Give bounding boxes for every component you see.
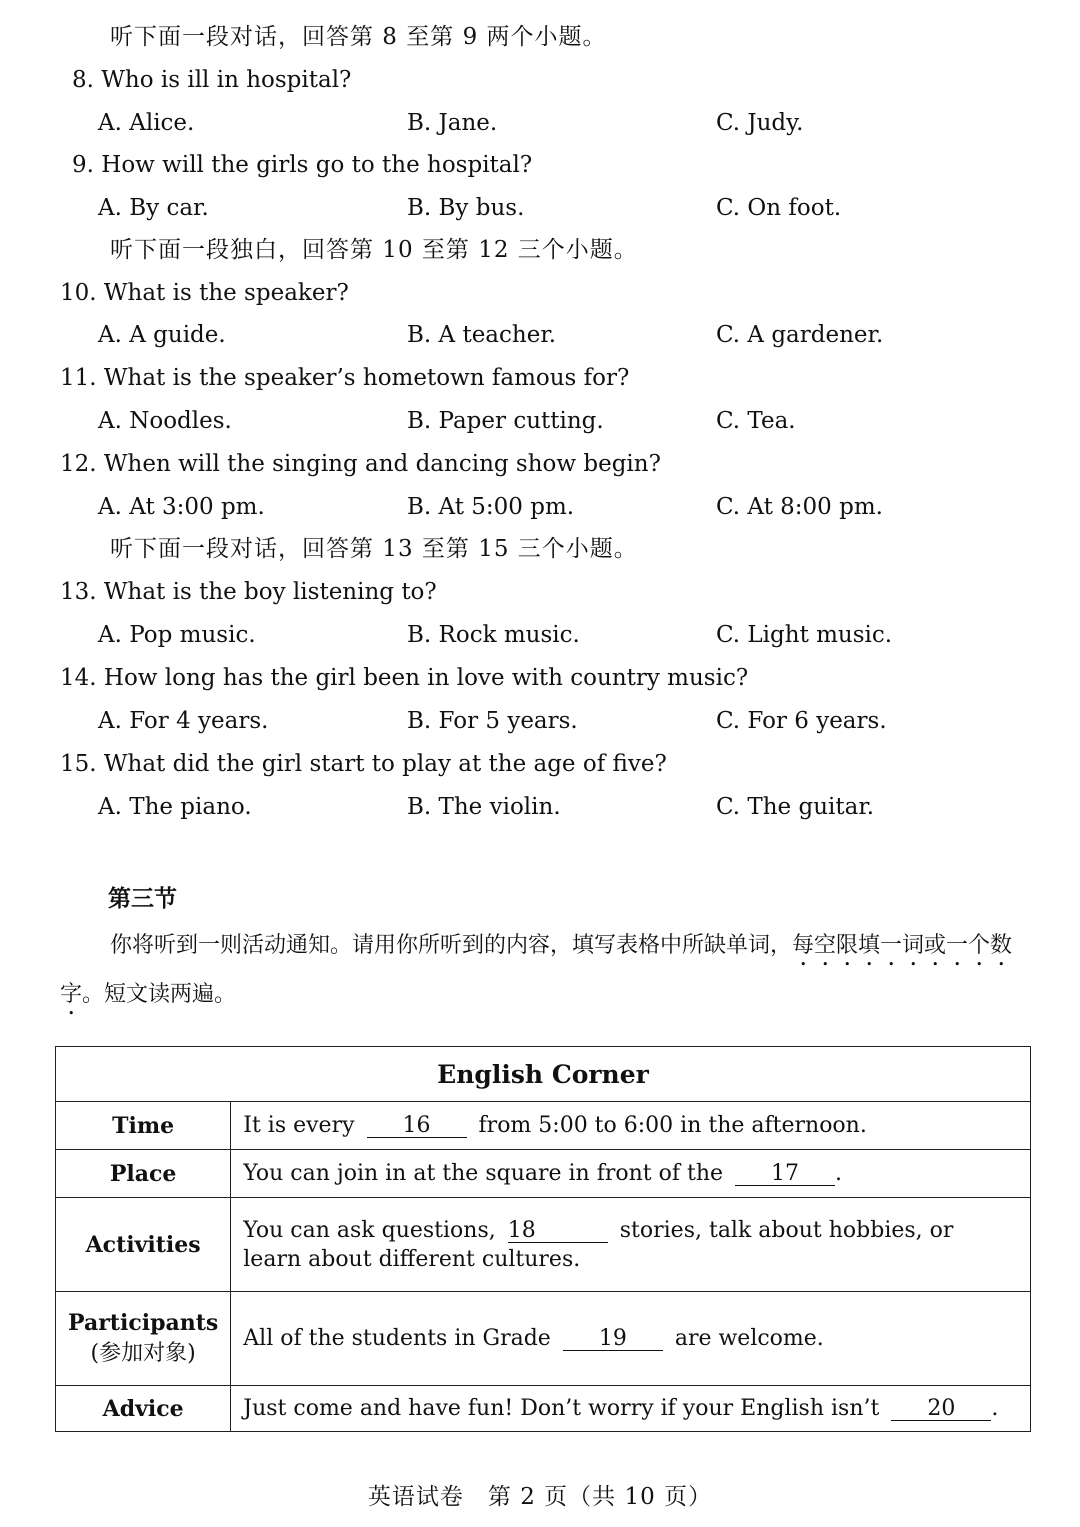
- question-text: 14. How long has the girl been in love with country music?: [60, 665, 749, 691]
- row-label: Participants (参加对象): [56, 1292, 231, 1386]
- row-value: All of the students in Grade 19 are welcome.: [231, 1292, 1031, 1386]
- question-text: 11. What is the speaker’s hometown famous for?: [60, 365, 630, 391]
- table-title: English Corner: [56, 1047, 1031, 1102]
- question-text: 15. What did the girl start to play at the age of five?: [60, 751, 667, 777]
- row-label: Place: [56, 1150, 231, 1198]
- option-b: B. Rock music.: [407, 622, 580, 648]
- option-a: A. The piano.: [98, 794, 252, 820]
- table-row: [56, 1150, 1031, 1198]
- row-label: Activities: [56, 1198, 231, 1292]
- table-row: [56, 1198, 1031, 1292]
- row-value: You can ask questions, 18 stories, talk about hobbies, or learn about different cultures.: [231, 1198, 1031, 1292]
- question-text: 8. Who is ill in hospital?: [72, 67, 352, 93]
- option-a: A. Noodles.: [98, 408, 232, 434]
- blank-field[interactable]: 20: [891, 1398, 991, 1421]
- option-c: C. For 6 years.: [716, 708, 887, 734]
- row-label: Advice: [56, 1386, 231, 1432]
- row-value: You can join in at the square in front of the 17 .: [231, 1150, 1031, 1198]
- option-c: C. At 8:00 pm.: [716, 494, 883, 520]
- section-intro: 听下面一段独白，回答第 10 至第 12 三个小题。: [110, 237, 638, 263]
- english-corner-table: [55, 1046, 1031, 1432]
- option-b: B. A teacher.: [407, 322, 557, 348]
- question-text: 13. What is the boy listening to?: [60, 579, 437, 605]
- option-b: B. By bus.: [407, 195, 525, 221]
- option-a: A. For 4 years.: [98, 708, 269, 734]
- instruction-tail: 。短文读两遍。: [82, 982, 237, 1007]
- option-a: A. By car.: [98, 195, 209, 221]
- row-value: Just come and have fun! Don’t worry if your English isn’t 20 .: [231, 1386, 1031, 1432]
- section-intro: 听下面一段对话，回答第 13 至第 15 三个小题。: [110, 536, 638, 562]
- instruction-emphasis: 每空限填一: [792, 933, 903, 958]
- option-c: C. Judy.: [716, 110, 804, 136]
- row-sublabel: (参加对象): [90, 1341, 196, 1366]
- section-title: 第三节: [108, 885, 177, 912]
- option-a: A. At 3:00 pm.: [98, 494, 265, 520]
- option-c: C. The guitar.: [716, 794, 875, 820]
- instruction-emphasis: 词或一个数字: [60, 933, 1013, 1007]
- option-a: A. Alice.: [98, 110, 195, 136]
- blank-field[interactable]: 17: [735, 1163, 835, 1186]
- table-row: [56, 1102, 1031, 1150]
- option-c: C. Light music.: [716, 622, 893, 648]
- option-b: B. Paper cutting.: [407, 408, 604, 434]
- option-b: B. At 5:00 pm.: [407, 494, 575, 520]
- blank-field[interactable]: 16: [367, 1115, 467, 1138]
- section-intro: 听下面一段对话，回答第 8 至第 9 两个小题。: [110, 24, 607, 50]
- table-row: [56, 1386, 1031, 1432]
- page-footer: 英语试卷 第 2 页（共 10 页）: [367, 1484, 713, 1510]
- row-value: It is every 16 from 5:00 to 6:00 in the afternoon.: [231, 1102, 1031, 1150]
- instruction-text: 你将听到一则活动通知。请用你所听到的内容，填写表格中所缺单词，: [110, 933, 793, 958]
- section-instructions: [60, 922, 1040, 1020]
- blank-field[interactable]: 19: [563, 1328, 663, 1351]
- option-c: C. A gardener.: [716, 322, 884, 348]
- blank-field[interactable]: 18: [508, 1220, 608, 1243]
- option-b: B. For 5 years.: [407, 708, 578, 734]
- option-a: A. A guide.: [98, 322, 226, 348]
- option-b: B. Jane.: [407, 110, 498, 136]
- option-c: C. On foot.: [716, 195, 842, 221]
- question-text: 12. When will the singing and dancing show begin?: [60, 451, 661, 477]
- question-text: 10. What is the speaker?: [60, 280, 349, 306]
- option-b: B. The violin.: [407, 794, 561, 820]
- option-c: C. Tea.: [716, 408, 796, 434]
- row-label: Time: [56, 1102, 231, 1150]
- table-row: [56, 1292, 1031, 1386]
- option-a: A. Pop music.: [98, 622, 256, 648]
- question-text: 9. How will the girls go to the hospital?: [72, 152, 533, 178]
